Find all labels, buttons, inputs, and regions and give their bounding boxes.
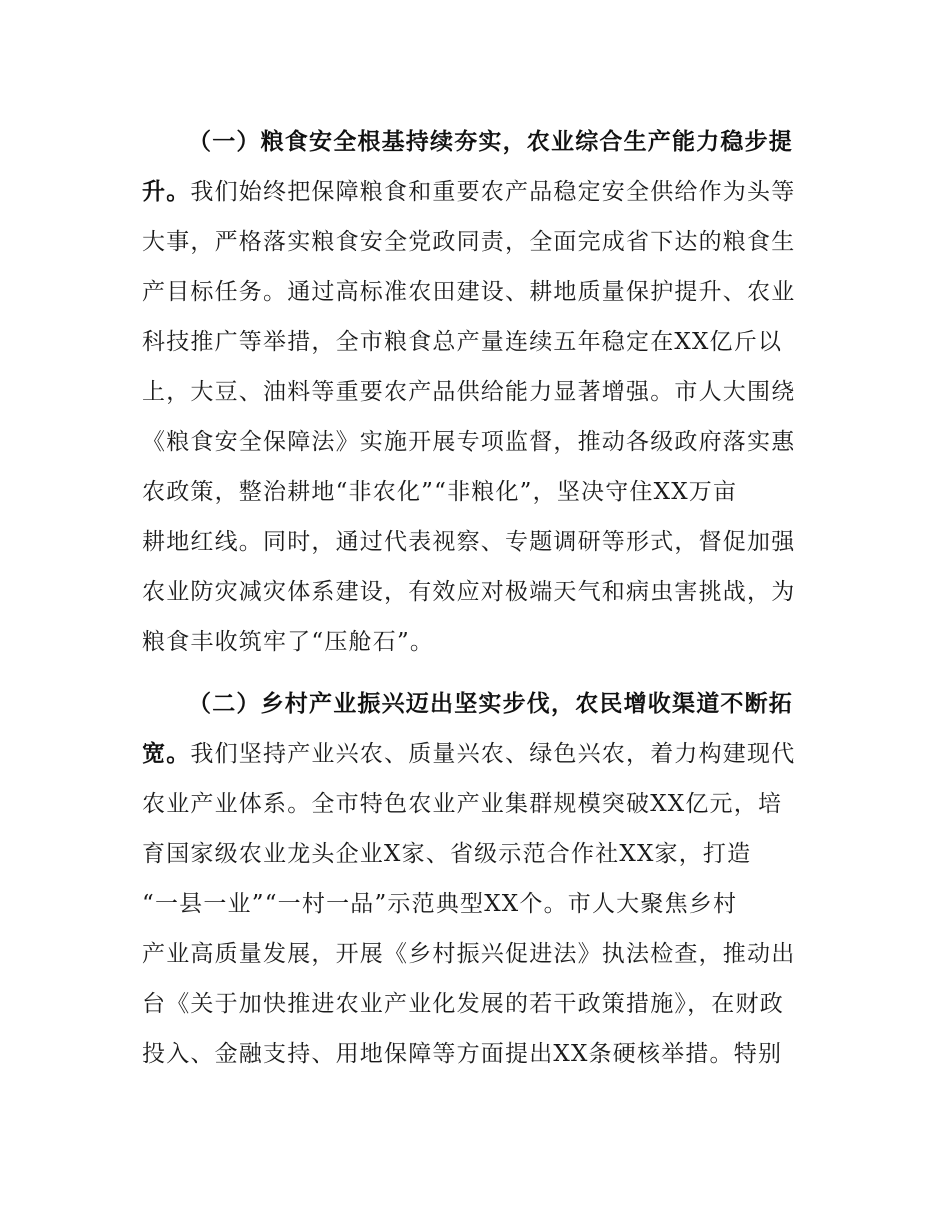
paragraph-line <box>142 567 822 617</box>
body-text: 耕地红线。同时，通过代表视察、专题调研等形式，督促加强 <box>142 529 796 555</box>
section-heading: 宽。 <box>142 741 191 767</box>
paragraph-line <box>142 317 822 367</box>
section-heading: （二）乡村产业振兴迈出坚实步伐，农民增收渠道不断拓 <box>188 691 793 717</box>
paragraph-line <box>142 929 822 979</box>
body-text: 农政策，整治耕地“非农化”“非粮化”，坚决守住XX万亩 <box>142 479 738 505</box>
paragraph-line <box>142 729 822 779</box>
paragraph-line <box>142 367 822 417</box>
paragraph-line <box>142 829 822 879</box>
paragraph-line <box>142 617 822 667</box>
paragraph-line <box>142 517 822 567</box>
body-text: 农业防灾减灾体系建设，有效应对极端天气和病虫害挑战，为 <box>142 579 796 605</box>
body-text: 投入、金融支持、用地保障等方面提出XX条硬核举措。特别 <box>142 1041 783 1067</box>
paragraph-line <box>142 117 822 167</box>
body-text: 《粮食安全保障法》实施开展专项监督，推动各级政府落实惠 <box>142 429 796 455</box>
body-text: 育国家级农业龙头企业X家、省级示范合作社XX家，打造 <box>142 841 752 867</box>
paragraph-line <box>142 979 822 1029</box>
body-text: 上，大豆、油料等重要农产品供给能力显著增强。市人大围绕 <box>142 379 796 405</box>
paragraph-line <box>142 779 822 829</box>
paragraph-line <box>142 1029 822 1079</box>
body-text: 我们坚持产业兴农、质量兴农、绿色兴农，着力构建现代 <box>190 741 796 767</box>
body-text: 大事，严格落实粮食安全党政同责，全面完成省下达的粮食生 <box>142 229 796 255</box>
paragraph-line <box>142 879 822 929</box>
body-text: 科技推广等举措，全市粮食总产量连续五年稳定在XX亿斤以 <box>142 329 783 355</box>
body-text: 农业产业体系。全市特色农业产业集群规模突破XX亿元，培 <box>142 791 783 817</box>
body-text: 粮食丰收筑牢了“压舱石”。 <box>142 629 435 655</box>
section-2-paragraph <box>142 679 822 1079</box>
paragraph-line <box>142 167 822 217</box>
section-1-paragraph <box>142 117 822 667</box>
paragraph-line <box>142 417 822 467</box>
body-text: “一县一业”“一村一品”示范典型XX个。市人大聚焦乡村 <box>142 891 738 917</box>
paragraph-line <box>142 679 822 729</box>
section-heading: （一）粮食安全根基持续夯实，农业综合生产能力稳步提 <box>188 129 793 155</box>
paragraph-line <box>142 217 822 267</box>
paragraph-line <box>142 467 822 517</box>
body-text: 产业高质量发展，开展《乡村振兴促进法》执法检查，推动出 <box>142 941 796 967</box>
section-heading: 升。 <box>142 179 191 205</box>
paragraph-line <box>142 267 822 317</box>
body-text: 我们始终把保障粮食和重要农产品稳定安全供给作为头等 <box>190 179 796 205</box>
body-text: 产目标任务。通过高标准农田建设、耕地质量保护提升、农业 <box>142 279 796 305</box>
body-text: 台《关于加快推进农业产业化发展的若干政策措施》，在财政 <box>142 991 784 1017</box>
